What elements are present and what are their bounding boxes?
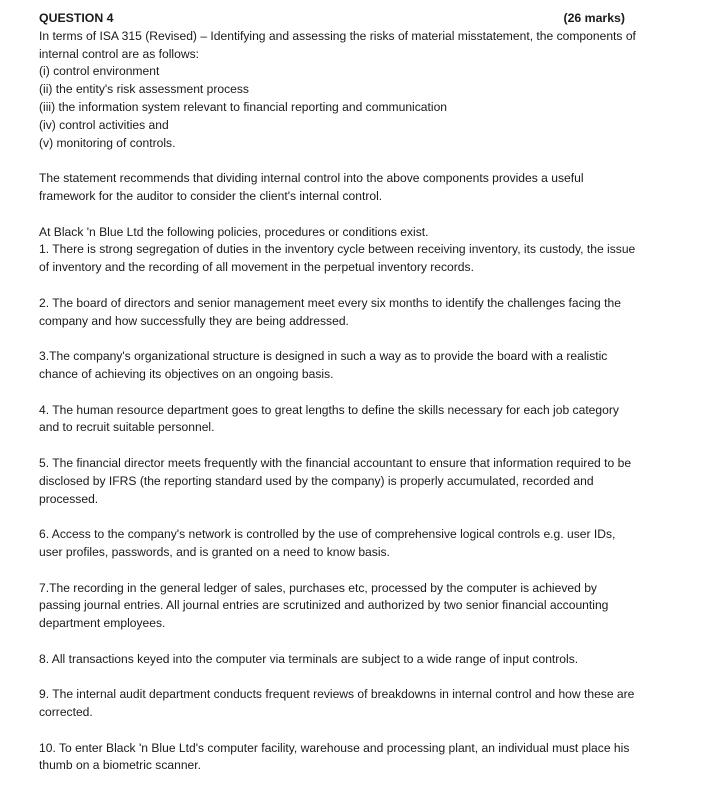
components-list <box>39 63 639 152</box>
policy-item-1: 1. There is strong segregation of duties in the inventory cycle between receiving inventory, its custody, the issue of inventory and the recording of all movement in the perpetual inventory records. <box>39 242 636 275</box>
statement-text: The statement recommends that dividing internal control into the above components provides a useful framework for the auditor to consider the client's internal control. <box>39 171 584 203</box>
spacer <box>39 562 639 580</box>
spacer <box>39 668 639 686</box>
question-marks: (26 marks) <box>563 11 625 25</box>
spacer <box>39 384 639 402</box>
component-item: (ii) the entity's risk assessment process <box>39 82 249 97</box>
context-text: At Black 'n Blue Ltd the following policies, procedures or conditions exist. <box>39 224 429 239</box>
component-item: (iv) control activities and <box>39 117 169 132</box>
spacer <box>39 722 639 740</box>
spacer <box>39 206 639 224</box>
question-header <box>39 10 639 28</box>
policy-item-7: 7.The recording in the general ledger of sales, purchases etc, processed by the computer is achieved by passing journal entries. All journal entries are scrutinized and authorized by two senior financial accounting department employees. <box>39 580 609 631</box>
spacer <box>39 633 639 651</box>
intro-text: In terms of ISA 315 (Revised) – Identifying and assessing the risks of material misstatement, the components of internal control are as follows: <box>39 28 636 61</box>
policy-item-8: 8. All transactions keyed into the computer via terminals are subject to a wide range of input controls. <box>39 651 579 666</box>
question-title: QUESTION 4 <box>39 11 114 25</box>
policy-item-9: 9. The internal audit department conducts frequent reviews of breakdowns in internal control and how these are corrected. <box>39 687 635 720</box>
spacer <box>39 330 639 348</box>
policy-item-3: 3.The company's organizational structure is designed in such a way as to provide the board with a realistic chance of achieving its objectives on an ongoing basis. <box>39 349 608 381</box>
spacer <box>39 277 639 295</box>
component-item: (v) monitoring of controls. <box>39 135 176 150</box>
spacer <box>39 152 639 170</box>
component-item: (i) control environment <box>39 64 160 79</box>
policy-item-5: 5. The financial director meets frequently with the financial accountant to ensure that information required to be disclosed by IFRS (the reporting standard used by the company) is properly accumulated, recorded and processed. <box>39 455 632 506</box>
component-item: (iii) the information system relevant to financial reporting and communication <box>39 99 448 114</box>
policy-item-10: 10. To enter Black 'n Blue Ltd's computer facility, warehouse and processing plant, an individual must place his thumb on a biometric scanner. <box>39 740 630 773</box>
policy-item-2: 2. The board of directors and senior management meet every six months to identify the challenges facing the company and how successfully they are being addressed. <box>39 295 621 328</box>
policy-item-6: 6. Access to the company's network is controlled by the use of comprehensive logical controls e.g. user IDs, user profiles, passwords, and is granted on a need to know basis. <box>39 527 616 559</box>
spacer <box>39 437 639 455</box>
spacer <box>39 508 639 526</box>
policy-item-4: 4. The human resource department goes to great lengths to define the skills necessary for each job category and to recruit suitable personnel. <box>39 402 619 435</box>
question-document <box>39 10 639 775</box>
